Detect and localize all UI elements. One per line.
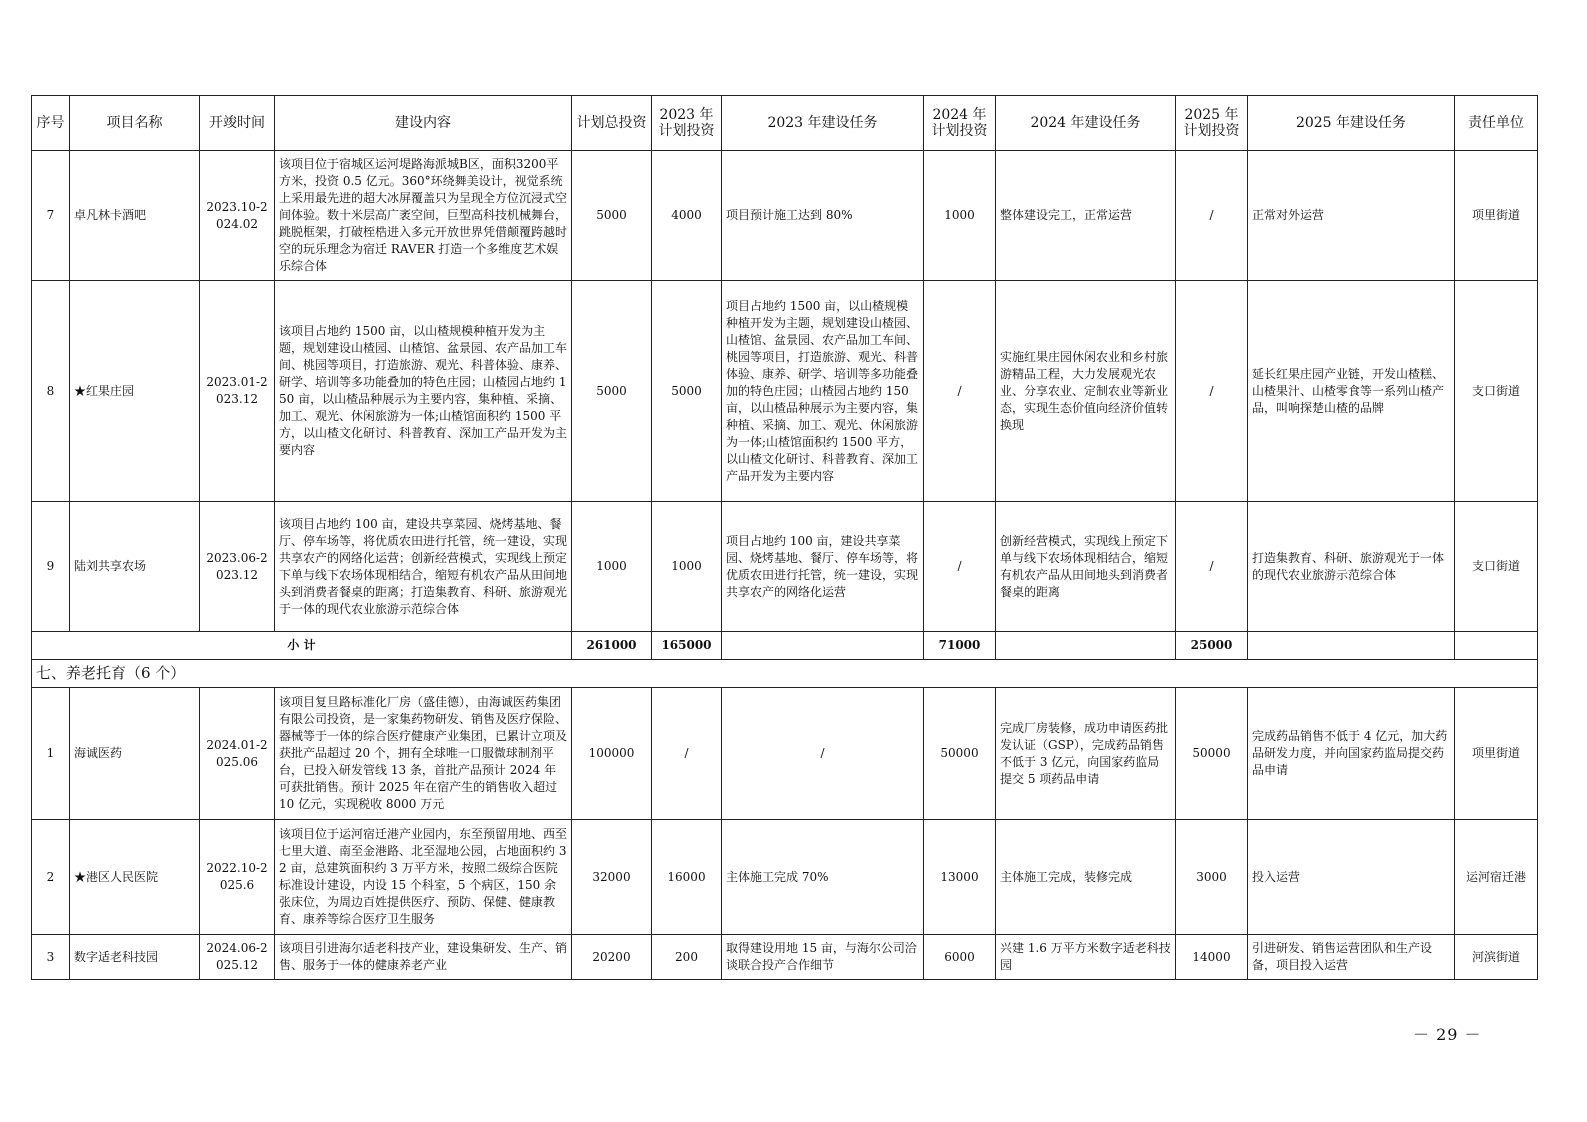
subtotal-row [32,632,1538,660]
cell-total: 100000 [572,688,652,820]
cell-task2025: 延长红果庄园产业链，开发山楂糕、山楂果汁、山楂零食等一系列山楂产品，叫响探楚山楂的品牌 [1248,281,1455,502]
cell-content: 该项目引进海尔适老科技产业，建设集研发、生产、销售、服务于一体的健康养老产业 [275,935,572,980]
cell-seq: 9 [32,502,70,632]
table-row [32,688,1538,820]
cell-plan2023: 200 [652,935,722,980]
cell-start: 2023.01-2023.12 [200,281,275,502]
cell-task2023: 项目预计施工达到 80% [722,151,924,281]
cell-plan2023: 4000 [652,151,722,281]
cell-plan2023: 1000 [652,502,722,632]
cell-task2023: / [722,688,924,820]
cell-name: 卓凡林卡酒吧 [70,151,200,281]
cell-start: 2024.01-2025.06 [200,688,275,820]
subtotal-plan2025: 25000 [1176,632,1248,660]
cell-plan2025: / [1176,281,1248,502]
cell-start: 2024.06-2025.12 [200,935,275,980]
cell-task2023: 主体施工完成 70% [722,820,924,935]
col-header-name: 项目名称 [70,96,200,151]
cell-plan2024: / [924,502,996,632]
cell-start: 2023.10-2024.02 [200,151,275,281]
cell-plan2024: 50000 [924,688,996,820]
cell-task2023: 项目占地约 1500 亩，以山楂规模种植开发为主题，规划建设山楂园、山楂馆、盆景园、农产品加工车间、桃园等项目，打造旅游、观光、科普体验、康养、研学、培训等多功能叠加的特色庄园；山楂园占地约 150 亩，以山楂品种展示为主要内容，集种植、采摘、加工、观光、休闲旅游为一体;山楂馆面积约 1500 平方，以山楂文化研讨、科普教育、深加工产品开发为主要内容 [722,281,924,502]
subtotal-plan2024: 71000 [924,632,996,660]
cell-seq: 2 [32,820,70,935]
col-header-plan2023: 2023 年计划投资 [652,96,722,151]
cell-task2025: 完成药品销售不低于 4 亿元，加大药品研发力度，并向国家药监局提交药品申请 [1248,688,1455,820]
cell-task2025: 投入运营 [1248,820,1455,935]
cell-plan2024: 6000 [924,935,996,980]
col-header-task2024: 2024 年建设任务 [996,96,1176,151]
cell-name: ★红果庄园 [70,281,200,502]
cell-plan2025: / [1176,151,1248,281]
cell-unit: 支口街道 [1455,502,1538,632]
cell-start: 2023.06-2023.12 [200,502,275,632]
cell-unit: 项里街道 [1455,151,1538,281]
subtotal-empty-cell [1248,632,1455,660]
cell-task2024: 主体施工完成，装修完成 [996,820,1176,935]
cell-plan2025: 3000 [1176,820,1248,935]
section-header-row [32,660,1538,688]
cell-task2024: 创新经营模式，实现线上预定下单与线下农场体现相结合，缩短有机农产品从田间地头到消费者餐桌的距离 [996,502,1176,632]
cell-total: 32000 [572,820,652,935]
subtotal-label: 小 计 [32,632,572,660]
cell-plan2024: / [924,281,996,502]
table-row [32,935,1538,980]
cell-name: 海诚医药 [70,688,200,820]
table-row [32,281,1538,502]
header-row [32,96,1538,151]
cell-plan2024: 13000 [924,820,996,935]
subtotal-total: 261000 [572,632,652,660]
cell-plan2023: 16000 [652,820,722,935]
cell-task2024: 整体建设完工，正常运营 [996,151,1176,281]
subtotal-plan2023: 165000 [652,632,722,660]
cell-content: 该项目位于运河宿迁港产业园内，东至预留用地、西至七里大道、南至金港路、北至湿地公园，占地面积约 32 亩，总建筑面积约 3 万平方米，按照二级综合医院标准设计建设，内设 15 个科室，5 个病区，150 余张床位，为周边百姓提供医疗、预防、保健、健康教育、康养等综合医疗卫生服务 [275,820,572,935]
cell-total: 1000 [572,502,652,632]
cell-seq: 8 [32,281,70,502]
subtotal-empty-cell [722,632,924,660]
cell-content: 该项目占地约 1500 亩，以山楂规模种植开发为主题，规划建设山楂园、山楂馆、盆景园、农产品加工车间、桃园等项目，打造旅游、观光、科普体验、康养、研学、培训等多功能叠加的特色庄园；山楂园占地约 150 亩，以山楂品种展示为主要内容，集种植、采摘、加工、观光、休闲旅游为一体;山楂馆面积约 1500 平方，以山楂文化研讨、科普教育、深加工产品开发为主要内容 [275,281,572,502]
cell-task2023: 取得建设用地 15 亩，与海尔公司洽谈联合投产合作细节 [722,935,924,980]
col-header-plan2025: 2025 年计划投资 [1176,96,1248,151]
col-header-total: 计划总投资 [572,96,652,151]
cell-task2025: 打造集教育、科研、旅游观光于一体的现代农业旅游示范综合体 [1248,502,1455,632]
table-row [32,151,1538,281]
section-title: 七、养老托育（6 个） [32,660,1538,688]
cell-unit: 河滨街道 [1455,935,1538,980]
subtotal-empty-cell [996,632,1176,660]
cell-plan2025: 14000 [1176,935,1248,980]
cell-plan2023: / [652,688,722,820]
cell-seq: 1 [32,688,70,820]
cell-task2024: 实施红果庄园休闲农业和乡村旅游精品工程，大力发展观光农业、分享农业、定制农业等新业态，实现生态价值向经济价值转换现 [996,281,1176,502]
cell-task2024: 兴建 1.6 万平方米数字适老科技园 [996,935,1176,980]
cell-task2023: 项目占地约 100 亩，建设共享菜园、烧烤基地、餐厅、停车场等，将优质农田进行托管，统一建设，实现共享农产的网络化运营 [722,502,924,632]
cell-name: 陆刘共享农场 [70,502,200,632]
cell-task2024: 完成厂房装修，成功申请医药批发认证（GSP），完成药品销售不低于 3 亿元，向国家药监局提交 5 项药品申请 [996,688,1176,820]
cell-plan2024: 1000 [924,151,996,281]
cell-unit: 项里街道 [1455,688,1538,820]
col-header-seq: 序号 [32,96,70,151]
col-header-start: 开竣时间 [200,96,275,151]
cell-seq: 3 [32,935,70,980]
cell-task2025: 引进研发、销售运营团队和生产设备，项目投入运营 [1248,935,1455,980]
cell-total: 5000 [572,151,652,281]
table-row [32,502,1538,632]
project-table [31,95,1538,980]
cell-task2025: 正常对外运营 [1248,151,1455,281]
col-header-unit: 责任单位 [1455,96,1538,151]
col-header-plan2024: 2024 年计划投资 [924,96,996,151]
col-header-task2023: 2023 年建设任务 [722,96,924,151]
page-number: － 29 － [1413,1025,1482,1044]
cell-plan2025: / [1176,502,1248,632]
cell-unit: 支口街道 [1455,281,1538,502]
cell-plan2023: 5000 [652,281,722,502]
table-row [32,820,1538,935]
cell-total: 20200 [572,935,652,980]
cell-total: 5000 [572,281,652,502]
col-header-task2025: 2025 年建设任务 [1248,96,1455,151]
cell-seq: 7 [32,151,70,281]
cell-content: 该项目复旦路标准化厂房（盛佳德），由海诚医药集团有限公司投资，是一家集药物研发、销售及医疗保险、器械等于一体的综合医疗健康产业集团，已累计立项及获批产品超过 20 个，拥有全球唯一口服微球制剂平台，已投入研发管线 13 条，首批产品预计 2024 年可获批销售。预计 2025 年在宿产生的销售收入超过 10 亿元，实现税收 8000 万元 [275,688,572,820]
cell-name: 数字适老科技园 [70,935,200,980]
cell-name: ★港区人民医院 [70,820,200,935]
col-header-content: 建设内容 [275,96,572,151]
cell-start: 2022.10-2025.6 [200,820,275,935]
cell-unit: 运河宿迁港 [1455,820,1538,935]
cell-plan2025: 50000 [1176,688,1248,820]
subtotal-empty-cell [1455,632,1538,660]
cell-content: 该项目位于宿城区运河堤路海派城B区，面积3200平方米，投资 0.5 亿元。360°环绕舞美设计，视觉系统上采用最先进的超大冰屏覆盖只为呈现全方位沉浸式空间体验。数十米层高广袤空间，巨型高科技机械舞台，跳脱框架，打破桎梏进入多元开放世界凭借颠覆跨越时空的玩乐理念为宿迁 RAVER 打造一个多维度艺术娱乐综合体 [275,151,572,281]
cell-content: 该项目占地约 100 亩，建设共享菜园、烧烤基地、餐厅、停车场等，将优质农田进行托管，统一建设，实现共享农产的网络化运营；创新经营模式，实现线上预定下单与线下农场体现相结合，缩短有机农产品从田间地头到消费者餐桌的距离；打造集教育、科研、旅游观光于一体的现代农业旅游示范综合体 [275,502,572,632]
